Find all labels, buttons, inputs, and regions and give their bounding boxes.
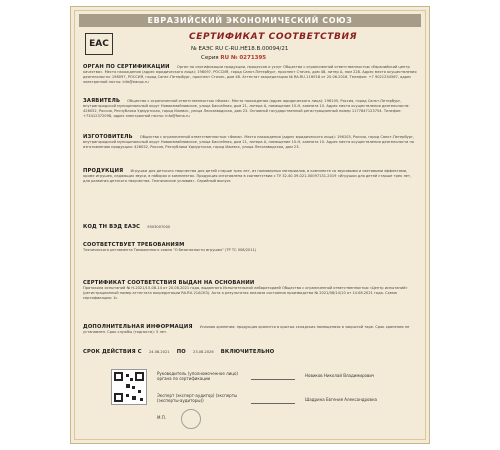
manufacturer-section [83, 135, 419, 150]
manufacturer-label: ИЗГОТОВИТЕЛЬ [83, 134, 133, 140]
expert-signature-line [251, 403, 295, 404]
product-section [83, 169, 419, 184]
stamp-label: М.П. [157, 415, 167, 420]
tnved-label: КОД ТН ВЭД ЕАЭС [83, 224, 141, 230]
head-label: Руководитель (уполномоченное лицо) органа по сертификации [157, 371, 238, 381]
expert-label: Эксперт (эксперт-аудитор) (эксперты (эксперты-аудиторы)) [157, 393, 238, 403]
organ-section [83, 65, 419, 85]
manufacturer-text: Общество с ограниченной ответственностью «Фома». Место нахождения (адрес юридического лица): 196105, Россия, город Санкт-Петербург, внутригородской муниципальный округ Новоизмайловское, улица Бассейная, дом 21, литера А, помещение 10-Н, комната 10. Адрес места осуществления деятельности по изготовлению продукции: 426052, Россия, Республика Удмуртская, город Ижевск, улица Лесозаводская, дом 23. [83, 135, 415, 149]
eac-logo-icon: EAC [85, 33, 113, 55]
series-label: Серия [201, 55, 219, 61]
applicant-text: Общество с ограниченной ответственностью «Фома». Место нахождения (адрес юридического лица): 196105, Россия, город Санкт-Петербург, внутригородской муниципальный округ Новоизмайловское, улица Бассейная, дом 21, литера А, помещение 10-Н, комната 10. Адрес места осуществления деятельности: 426052, Россия, Республика Удмуртская, город Ижевск, улица Лесозаводская, дом 23. Основной государственный регистрационный номер 1177847123754. Телефон: +73412372098, адрес электронной почты: info@foma.ru [83, 99, 410, 118]
stamp-seal-icon [181, 409, 201, 429]
validity-to-label: ПО [176, 349, 186, 355]
validity-suffix: ВКЛЮЧИТЕЛЬНО [220, 349, 275, 355]
series-code: RU [220, 55, 230, 61]
basis-text: Протокола испытаний № Н-2021/15-08-14 от 20.08.2021 года, выданного Испытательной лабораторией Общества с ограниченной ответственностью «Центр испытаний» (регистрационный номер аттестата аккредитации RA.RU.21АСК3). Акта о результатах анализа состояния производства № 2021/08/14/10 от 14.08.2021 года. Схема сертификации: 1с [83, 286, 408, 300]
tnved-code: 9503007000 [147, 225, 171, 229]
certificate-title: СЕРТИФИКАТ СООТВЕТСТВИЯ [189, 32, 358, 42]
series-number [201, 55, 266, 61]
basis-section [83, 281, 419, 301]
validity-section [83, 350, 419, 355]
product-text: Игрушки для детского творчества для детей старше трех лет, из полимерных материалов, в комплекте со звуковыми и световыми эффектами, кроме игрушек, издающих звуки, в наборах и комплектах. Продукция изготовлена в соответствии с ТУ 32.40.39-021-00097131-2019 «Игрушки для детей старше трех лет, для развития детского творчества. Технические условия». Серийный выпуск [83, 169, 412, 183]
tnved-section [83, 225, 419, 230]
validity-label: СРОК ДЕЙСТВИЯ С [83, 349, 142, 355]
additional-section [83, 325, 419, 335]
expert-name: Шадрина Евгения Александровна [305, 397, 377, 402]
union-banner: ЕВРАЗИЙСКИЙ ЭКОНОМИЧЕСКИЙ СОЮЗ [79, 14, 421, 27]
head-name: Новиков Николай Владимирович [305, 373, 375, 378]
additional-text: Условия хранения: продукция хранится в крытых складских помещениях в закрытой таре. Срок хранения не установлен. Срок службы (годности): 5 лет. [83, 325, 410, 334]
head-signature-line [251, 379, 295, 380]
applicant-section [83, 99, 419, 119]
certificate-sheet [70, 6, 430, 444]
qr-code-icon [111, 369, 147, 405]
requirements-label: СООТВЕТСТВУЕТ ТРЕБОВАНИЯМ [83, 242, 185, 248]
series-value: № 0271395 [230, 55, 267, 61]
additional-label: ДОПОЛНИТЕЛЬНАЯ ИНФОРМАЦИЯ [83, 324, 193, 330]
requirements-text: Технического регламента Таможенного союза "О безопасности игрушек" (ТР ТС 008/2011) [83, 248, 257, 252]
organ-text: Орган по сертификации продукции, процессов и услуг Общества с ограниченной ответственностью «Евразийский центр качества». Место нахождения (адрес юридического лица): 198097, РОССИЯ, город Санкт-Петербург, проспект Стачек, дом 48, литер А, пом 228. Адрес места осуществления деятельности: 198097, РОССИЯ, город Санкт-Петербург, проспект Стачек, дом 48. Аттестат аккредитации № RA.RU.11НЕ18 от 20.06.2016. Телефон: +7 9021234567, адрес электронной почты: info@eacqa.ru [83, 65, 417, 84]
organ-label: ОРГАН ПО СЕРТИФИКАЦИИ [83, 64, 170, 70]
validity-to: 23.08.2026 [193, 350, 214, 354]
certificate-number: № ЕАЭС RU С-RU.НЕ18.В.00094/21 [191, 46, 289, 52]
validity-from: 24.08.2021 [148, 350, 170, 354]
applicant-label: ЗАЯВИТЕЛЬ [83, 98, 121, 104]
product-label: ПРОДУКЦИЯ [83, 168, 124, 174]
requirements-section [83, 243, 419, 253]
basis-label: СЕРТИФИКАТ СООТВЕТСТВИЯ ВЫДАН НА ОСНОВАНИИ [83, 280, 255, 286]
